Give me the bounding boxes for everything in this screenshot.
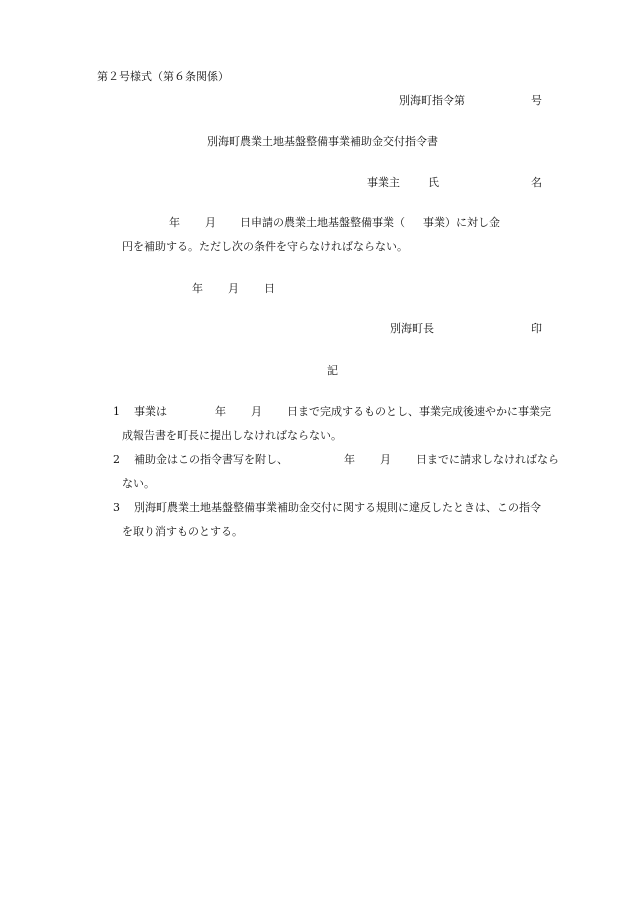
condition-text: 成報告書を町長に提出しなければならない。 xyxy=(122,429,342,442)
condition-year: 年 xyxy=(215,405,226,418)
condition-text: 補助金はこの指令書写を附し、 xyxy=(134,453,288,466)
date-month: 月 xyxy=(228,282,239,295)
condition-text: 別海町農業土地基盤整備事業補助金交付に関する規則に違反したときは、この指令 xyxy=(134,501,541,514)
condition-year: 年 xyxy=(344,453,355,466)
condition-number: 3 xyxy=(113,501,120,514)
condition-text: を取り消すものとする。 xyxy=(122,525,243,538)
doc-number-suffix: 号 xyxy=(531,94,542,107)
body-line1-text: 日申請の農業土地基盤整備事業（ xyxy=(240,216,405,229)
issuer-seal: 印 xyxy=(531,322,542,335)
recipient-name-prefix: 氏 xyxy=(428,176,439,189)
body-line1-year: 年 xyxy=(169,216,180,229)
ki-heading: 記 xyxy=(327,364,338,377)
condition-month: 月 xyxy=(251,405,262,418)
doc-number-prefix: 別海町指令第 xyxy=(399,94,465,107)
condition-text: 日までに請求しなければなら xyxy=(416,453,559,466)
form-label: 第２号様式（第６条関係） xyxy=(97,70,229,83)
recipient-label: 事業主 xyxy=(367,176,400,189)
date-year: 年 xyxy=(192,282,203,295)
body-line2: 円を補助する。ただし次の条件を守らなければならない。 xyxy=(122,240,408,253)
body-line1-close: 事業）に対し金 xyxy=(423,216,500,229)
recipient-name-suffix: 名 xyxy=(531,176,542,189)
condition-month: 月 xyxy=(380,453,391,466)
date-day: 日 xyxy=(264,282,275,295)
issuer-title: 別海町長 xyxy=(390,322,434,335)
document-title: 別海町農業土地基盤整備事業補助金交付指令書 xyxy=(207,135,438,148)
condition-text: 事業は xyxy=(134,405,167,418)
condition-text: ない。 xyxy=(122,477,155,490)
condition-number: 1 xyxy=(113,405,120,418)
condition-number: 2 xyxy=(113,453,120,466)
condition-text: 日まで完成するものとし、事業完成後速やかに事業完 xyxy=(287,405,551,418)
body-line1-month: 月 xyxy=(205,216,216,229)
